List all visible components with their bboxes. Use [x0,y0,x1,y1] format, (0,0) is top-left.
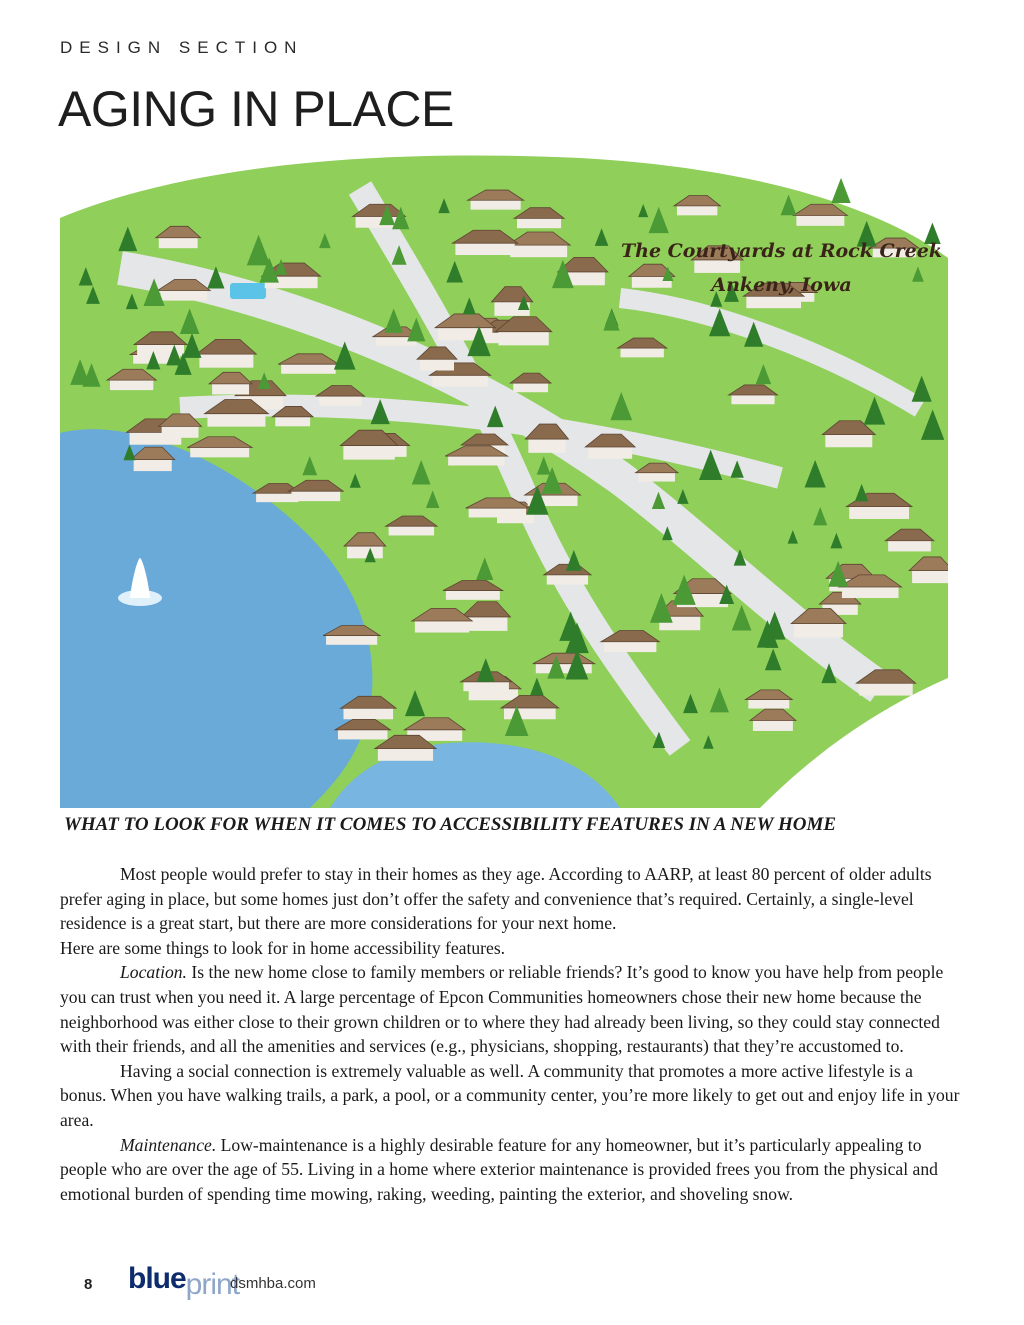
caption-line-1: The Courtyards at Rock Creek [621,240,942,262]
lead-maintenance: Maintenance. [120,1134,217,1155]
page-title: AGING IN PLACE [58,81,454,137]
site-url[interactable]: dsmhba.com [230,1275,316,1292]
community-illustration [60,148,948,808]
article-body [60,862,960,1206]
paragraph-intro: Most people would prefer to stay in their homes as they age. According to AARP, at least 80 percent of older adults prefer aging in place, but some homes just don’t offer the safety and convenience that’s required. Certainly, a single-level residence is a great start, but there are more considerations for your next home. [60,864,932,934]
blueprint-logo: blueprint [128,1262,240,1301]
paragraph-location [60,960,960,1058]
article-subhead: WHAT TO LOOK FOR WHEN IT COMES TO ACCESSIBILITY FEATURES IN A NEW HOME [64,814,837,835]
text-maintenance: Low-maintenance is a highly desirable feature for any homeowner, but it’s particularly appealing to people who are over the age of 55. Living in a home where exterior maintenance is provided frees you from the physical and emotional burden of spending time mowing, raking, weeding, painting the exterior, and shoveling snow. [60,1134,938,1204]
lead-location: Location. [120,962,187,983]
pool [230,283,266,299]
paragraph-social: Having a social connection is extremely valuable as well. A community that promotes a more active lifestyle is a bonus. When you have walking trails, a park, a pool, or a community center, you’re more likely to get out and enjoy life in your area. [60,1060,960,1130]
text-location: Is the new home close to family members or reliable friends? It’s good to know you have help from people you can trust when you need it. A large percentage of Epcon Communities homeowners chose their new home because the neighborhood was either close to their grown children or to where they had already been living, so they could stay connected with their friends, and all the amenities and services (e.g., physicians, shopping, restaurants) that they’re accustomed to. [60,962,944,1057]
section-kicker: DESIGN SECTION [60,38,304,57]
page-number: 8 [84,1276,93,1293]
caption-line-2: Ankeny, Iowa [711,274,852,296]
tree [831,178,850,203]
illustration-caption [621,234,942,302]
paragraph-features-intro: Here are some things to look for in home accessibility features. [60,937,506,958]
paragraph-maintenance [60,1133,960,1207]
